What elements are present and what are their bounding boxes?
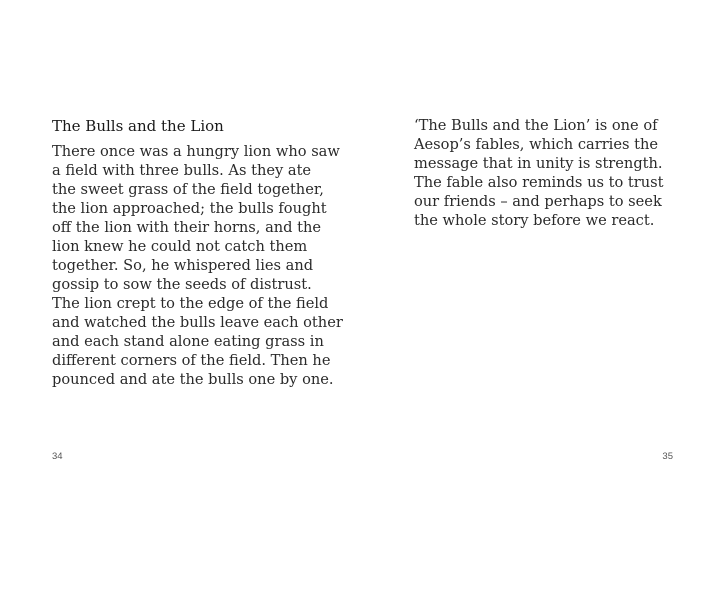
page-number-left: 34 bbox=[52, 451, 63, 462]
commentary-line: Aesop’s fables, which carries the bbox=[414, 136, 659, 153]
story-line: the lion approached; the bulls fought bbox=[52, 200, 327, 217]
commentary-line: the whole story before we react. bbox=[414, 212, 655, 229]
page-number-right: 35 bbox=[662, 451, 673, 462]
story-line: gossip to sow the seeds of distrust. bbox=[52, 276, 312, 293]
story-line: and each stand alone eating grass in bbox=[52, 333, 324, 350]
left-page bbox=[0, 0, 362, 600]
story-line: different corners of the field. Then he bbox=[52, 352, 331, 369]
story-line: a field with three bulls. As they ate bbox=[52, 162, 312, 179]
story-line: The lion crept to the edge of the field bbox=[52, 295, 329, 312]
right-page bbox=[362, 0, 725, 600]
commentary-line: ‘The Bulls and the Lion’ is one of bbox=[414, 117, 658, 134]
story-line: pounced and ate the bulls one by one. bbox=[52, 371, 334, 388]
story-line: and watched the bulls leave each other bbox=[52, 314, 343, 331]
story-text bbox=[52, 142, 343, 389]
story-title: The Bulls and the Lion bbox=[52, 117, 224, 135]
commentary-line: our friends – and perhaps to seek bbox=[414, 193, 662, 210]
commentary-text bbox=[414, 116, 663, 230]
commentary-line: message that in unity is strength. bbox=[414, 155, 663, 172]
story-line: There once was a hungry lion who saw bbox=[52, 143, 340, 160]
story-line: off the lion with their horns, and the bbox=[52, 219, 322, 236]
story-line: together. So, he whispered lies and bbox=[52, 257, 314, 274]
commentary-line: The fable also reminds us to trust bbox=[414, 174, 664, 191]
story-line: lion knew he could not catch them bbox=[52, 238, 308, 255]
story-line: the sweet grass of the field together, bbox=[52, 181, 324, 198]
